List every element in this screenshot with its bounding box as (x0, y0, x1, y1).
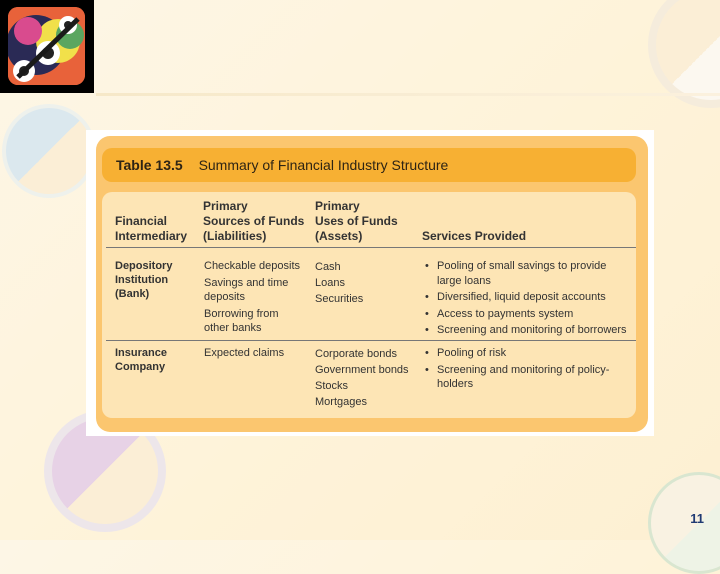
row-depository-services (425, 259, 627, 338)
row-insurance-services (425, 346, 609, 392)
table-body (102, 192, 636, 418)
logo (0, 0, 94, 93)
table-title: Summary of Financial Industry Structure (198, 157, 449, 173)
decorative-circle-top-left (2, 104, 96, 198)
table-number: Table 13.5 (116, 157, 183, 173)
decorative-circle-top-right (648, 0, 720, 108)
header-services-provided: Services Provided (422, 229, 527, 243)
service-item: • Diversified, liquid deposit accounts (425, 290, 627, 305)
header-sources-of-funds: Primary Sources of Funds (Liabilities) (203, 199, 305, 243)
table-figure (86, 130, 654, 436)
service-item: • Screening and monitoring of borrowers (425, 323, 627, 338)
service-item: • Screening and monitoring of policy- holders (425, 363, 609, 392)
header-divider-line (106, 247, 636, 248)
service-item: • Access to payments system (425, 307, 627, 322)
row-depository-intermediary: Depository Institution (Bank) (115, 260, 173, 300)
row-insurance-uses: Corporate bonds Government bonds Stocks Mortgages (315, 348, 409, 408)
row-divider-line (106, 340, 636, 341)
row-depository-uses: Cash Loans Securities (315, 261, 364, 305)
row-insurance-sources: Expected claims (204, 347, 285, 359)
service-item: • Pooling of small savings to provide large loans (425, 259, 627, 288)
row-insurance-intermediary: Insurance Company (115, 347, 167, 373)
abstract-circles-logo-icon (8, 7, 85, 85)
header-financial-intermediary: Financial Intermediary (115, 214, 188, 243)
table-title-bar (102, 148, 636, 182)
service-item: • Pooling of risk (425, 346, 609, 361)
slide-number: 11 (690, 511, 704, 526)
header-uses-of-funds: Primary Uses of Funds (Assets) (315, 199, 398, 243)
decorative-circle-bottom-right (648, 472, 720, 574)
header-divider (96, 93, 720, 96)
row-depository-sources: Checkable deposits Savings and time deposits Borrowing from other banks (204, 260, 301, 334)
